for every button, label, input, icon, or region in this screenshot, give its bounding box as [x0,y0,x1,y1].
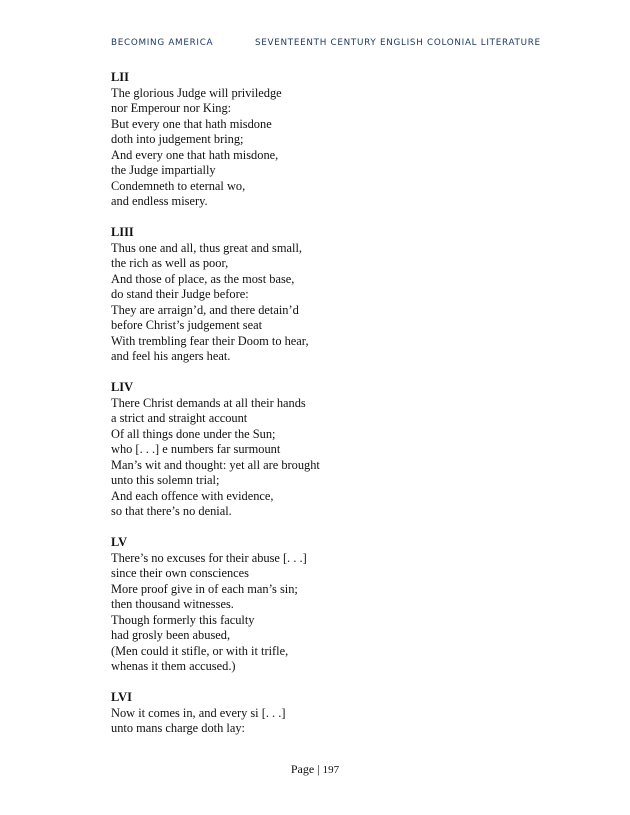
verse-line: a strict and straight account [111,411,248,425]
verse-line: Thus one and all, thus great and small, [111,240,302,255]
verse-line: And each offence with evidence, [111,488,274,503]
verse-line: And every one that hath misdone, [111,147,279,162]
running-header [111,38,541,52]
verse-line: Condemneth to eternal wo, [111,178,246,193]
verse-line: since their own consciences [111,566,249,580]
verse-line: Man’s wit and thought: yet all are brought [111,457,320,472]
verse-line: unto this solemn trial; [111,473,220,487]
verse-line: so that there’s no denial. [111,504,232,518]
verse-line: They are arraign’d, and there detain’d [111,302,299,317]
verse-line: then thousand witnesses. [111,597,234,611]
verse-line: do stand their Judge before: [111,287,249,301]
page-label: Page [290,762,315,776]
verse-line: whenas it them accused.) [111,659,236,673]
stanza-number: LIV [111,380,134,394]
verse-line: Though formerly this faculty [111,612,255,627]
verse-line: More proof give in of each man’s sin; [111,581,298,596]
verse-line: Of all things done under the Sun; [111,426,276,441]
verse-line: Now it comes in, and every si [. . .] [111,705,286,720]
verse-line: the rich as well as poor, [111,256,229,270]
poem-body [111,70,531,752]
stanza-number: LIII [111,225,134,239]
verse-line: There Christ demands at all their hands [111,395,306,410]
stanza [111,225,531,365]
stanza [111,690,531,737]
verse-line: The glorious Judge will priviledge [111,85,282,100]
page-separator: | [317,762,320,776]
verse-line: But every one that hath misdone [111,116,272,131]
stanza-number: LVI [111,690,132,704]
verse-line: doth into judgement bring; [111,132,244,146]
verse-line: With trembling fear their Doom to hear, [111,333,309,348]
verse-line: before Christ’s judgement seat [111,318,263,332]
verse-line: and feel his angers heat. [111,349,231,363]
page-footer [0,762,630,777]
header-book-title: BECOMING AMERICA [111,38,214,48]
verse-line: and endless misery. [111,194,208,208]
header-section-title: SEVENTEENTH CENTURY ENGLISH COLONIAL LITERATURE [255,38,541,48]
verse-line: And those of place, as the most base, [111,271,295,286]
stanza-number: LII [111,70,129,84]
stanza [111,70,531,210]
verse-line: had grosly been abused, [111,628,231,642]
stanza-number: LV [111,535,128,549]
verse-line: nor Emperour nor King: [111,101,232,115]
verse-line: the Judge impartially [111,163,216,177]
verse-line: unto mans charge doth lay: [111,721,245,735]
verse-line: who [. . .] e numbers far surmount [111,442,281,456]
verse-line: There’s no excuses for their abuse [. . .] [111,550,307,565]
verse-line: (Men could it stifle, or with it trifle, [111,643,289,658]
stanza [111,535,531,675]
page-number: 197 [322,764,340,776]
stanza [111,380,531,520]
